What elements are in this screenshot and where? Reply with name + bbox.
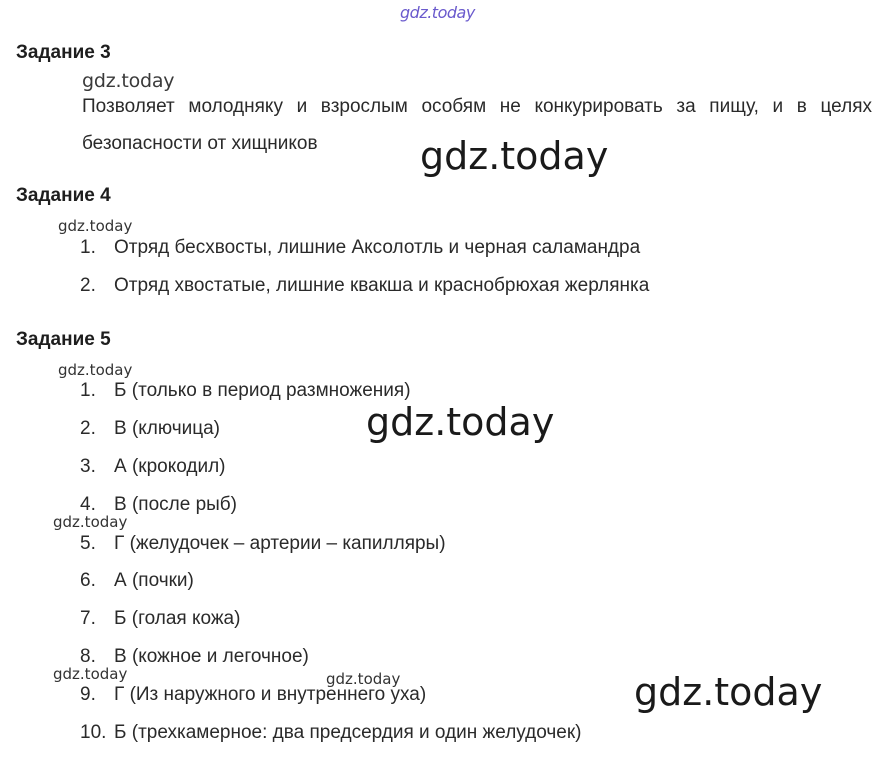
watermark-large: gdz.today xyxy=(420,134,609,178)
watermark-large: gdz.today xyxy=(366,400,555,444)
list-item-text: А (крокодил) xyxy=(114,456,226,477)
list-item-text: В (ключица) xyxy=(114,418,221,439)
task-3-answer: Позволяет молодняку и взрослым особям не конкурировать за пищу, и в целях безопасности от хищников xyxy=(82,96,872,154)
list-item xyxy=(80,684,426,706)
list-item-text: Отряд бесхвосты, лишние Аксолотль и черная саламандра xyxy=(114,237,641,258)
list-item-text: Г (желудочек – артерии – капилляры) xyxy=(114,533,446,554)
watermark-small: gdz.today xyxy=(58,361,133,379)
list-item-text: Отряд хвостатые, лишние квакша и краснобрюхая жерлянка xyxy=(114,275,650,296)
task-5-heading: Задание 5 xyxy=(16,329,111,350)
list-item-number: 2. xyxy=(80,275,96,296)
list-item-number: 7. xyxy=(80,608,96,629)
list-item xyxy=(80,418,220,440)
watermark-small: gdz.today xyxy=(82,70,175,92)
list-item-number: 6. xyxy=(80,570,96,591)
list-item-number: 4. xyxy=(80,494,96,515)
list-item-number: 3. xyxy=(80,456,96,477)
watermark-large: gdz.today xyxy=(634,670,823,714)
list-item xyxy=(80,456,226,478)
list-item-text: Г (Из наружного и внутреннего уха) xyxy=(114,684,427,705)
list-item-text: Б (голая кожа) xyxy=(114,608,241,629)
list-item-number: 10. xyxy=(80,722,107,743)
list-item xyxy=(80,608,240,630)
list-item-number: 1. xyxy=(80,237,96,258)
task-4-heading: Задание 4 xyxy=(16,185,111,206)
list-item-number: 2. xyxy=(80,418,96,439)
list-item xyxy=(80,570,194,592)
watermark-small: gdz.today xyxy=(53,665,128,683)
list-item xyxy=(80,237,640,259)
list-item xyxy=(80,275,649,297)
list-item-text: В (кожное и легочное) xyxy=(114,646,309,667)
list-item-text: Б (только в период размножения) xyxy=(114,380,411,401)
list-item xyxy=(80,722,582,744)
list-item-number: 8. xyxy=(80,646,96,667)
list-item xyxy=(80,533,446,555)
list-item xyxy=(80,380,411,402)
watermark-small: gdz.today xyxy=(326,670,401,688)
watermark-small: gdz.today xyxy=(53,513,128,531)
list-item-number: 5. xyxy=(80,533,96,554)
task-3-heading: Задание 3 xyxy=(16,42,111,63)
watermark-small: gdz.today xyxy=(58,217,133,235)
list-item-number: 9. xyxy=(80,684,96,705)
watermark-top: gdz.today xyxy=(400,3,475,22)
list-item-text: В (после рыб) xyxy=(114,494,237,515)
list-item-text: А (почки) xyxy=(114,570,194,591)
list-item-text: Б (трехкамерное: два предсердия и один желудочек) xyxy=(114,722,582,743)
list-item-number: 1. xyxy=(80,380,96,401)
